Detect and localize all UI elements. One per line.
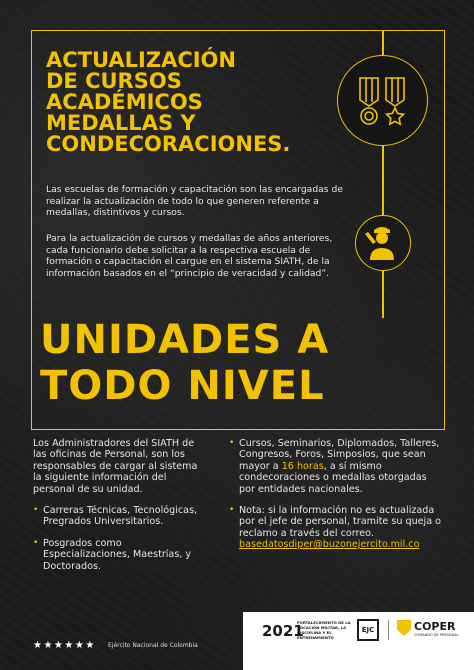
list-item: • Carreras Técnicas, Tecnológicas, Pregrados Universitarios.	[33, 505, 203, 528]
year-label: 2021	[262, 622, 304, 640]
soldier-salute-icon	[355, 215, 411, 271]
left-intro: Los Administradores del SIATH de las oficinas de Personal, son los responsables de cargar al sistema la siguiente información del personal de su unidad.	[33, 438, 198, 495]
stars-rating: ★★★★★★	[33, 640, 96, 651]
connector-line	[382, 271, 384, 318]
list-item	[229, 438, 444, 495]
note-text: Nota: si la información no es actualizada por el jefe de personal, tramite su queja o reclamo a través del correo.	[239, 505, 442, 539]
bullet-text: Cursos, Seminarios, Diplomados, Talleres, Congresos, Foros, Simposios, que sean mayor a	[239, 438, 440, 472]
ejc-logo: EJC	[357, 619, 379, 641]
coper-subtitle: COMANDO DE PERSONAL	[414, 633, 459, 637]
left-column	[33, 438, 203, 582]
medals-icon	[337, 55, 428, 146]
right-column	[229, 438, 444, 551]
headline: UNIDADES A TODO NIVEL	[40, 317, 330, 409]
email-link[interactable]: basedatosdiper@buzonejercito.mil.co	[239, 539, 420, 551]
page-title: ACTUALIZACIÓN DE CURSOS ACADÉMICOS MEDALLAS Y CONDECORACIONES.	[46, 48, 291, 156]
divider	[388, 620, 389, 640]
connector-line	[382, 30, 384, 55]
connector-line	[382, 146, 384, 215]
slogan: FORTALECIMIENTO DE LA VOCACIÓN MILITAR, LA DISCIPLINA Y EL ENTRENAMIENTO	[297, 620, 351, 640]
hours-highlight: 16 horas	[281, 460, 324, 472]
coper-logo: COPER	[414, 620, 456, 633]
paragraph-update: Para la actualización de cursos y medallas de años anteriores, cada funcionario debe solicitar a la respectiva escuela de formación o capacitación el cargue en el sistema SIATH, de la información basados en el “principio de veracidad y calidad”.	[46, 233, 333, 279]
bullet-text: , a sí mismo condecoraciones o medallas otorgadas por entidades nacionales.	[239, 460, 427, 495]
list-item	[229, 505, 444, 539]
org-name: Ejército Nacional de Colombia	[108, 642, 198, 649]
list-item: • Posgrados como Especializaciones, Maestrías, y Doctorados.	[33, 538, 203, 572]
paragraph-schools: Las escuelas de formación y capacitación son las encargadas de realizar la actualización de todo lo que generen referente a medallas, distintivos y cursos.	[46, 184, 343, 218]
